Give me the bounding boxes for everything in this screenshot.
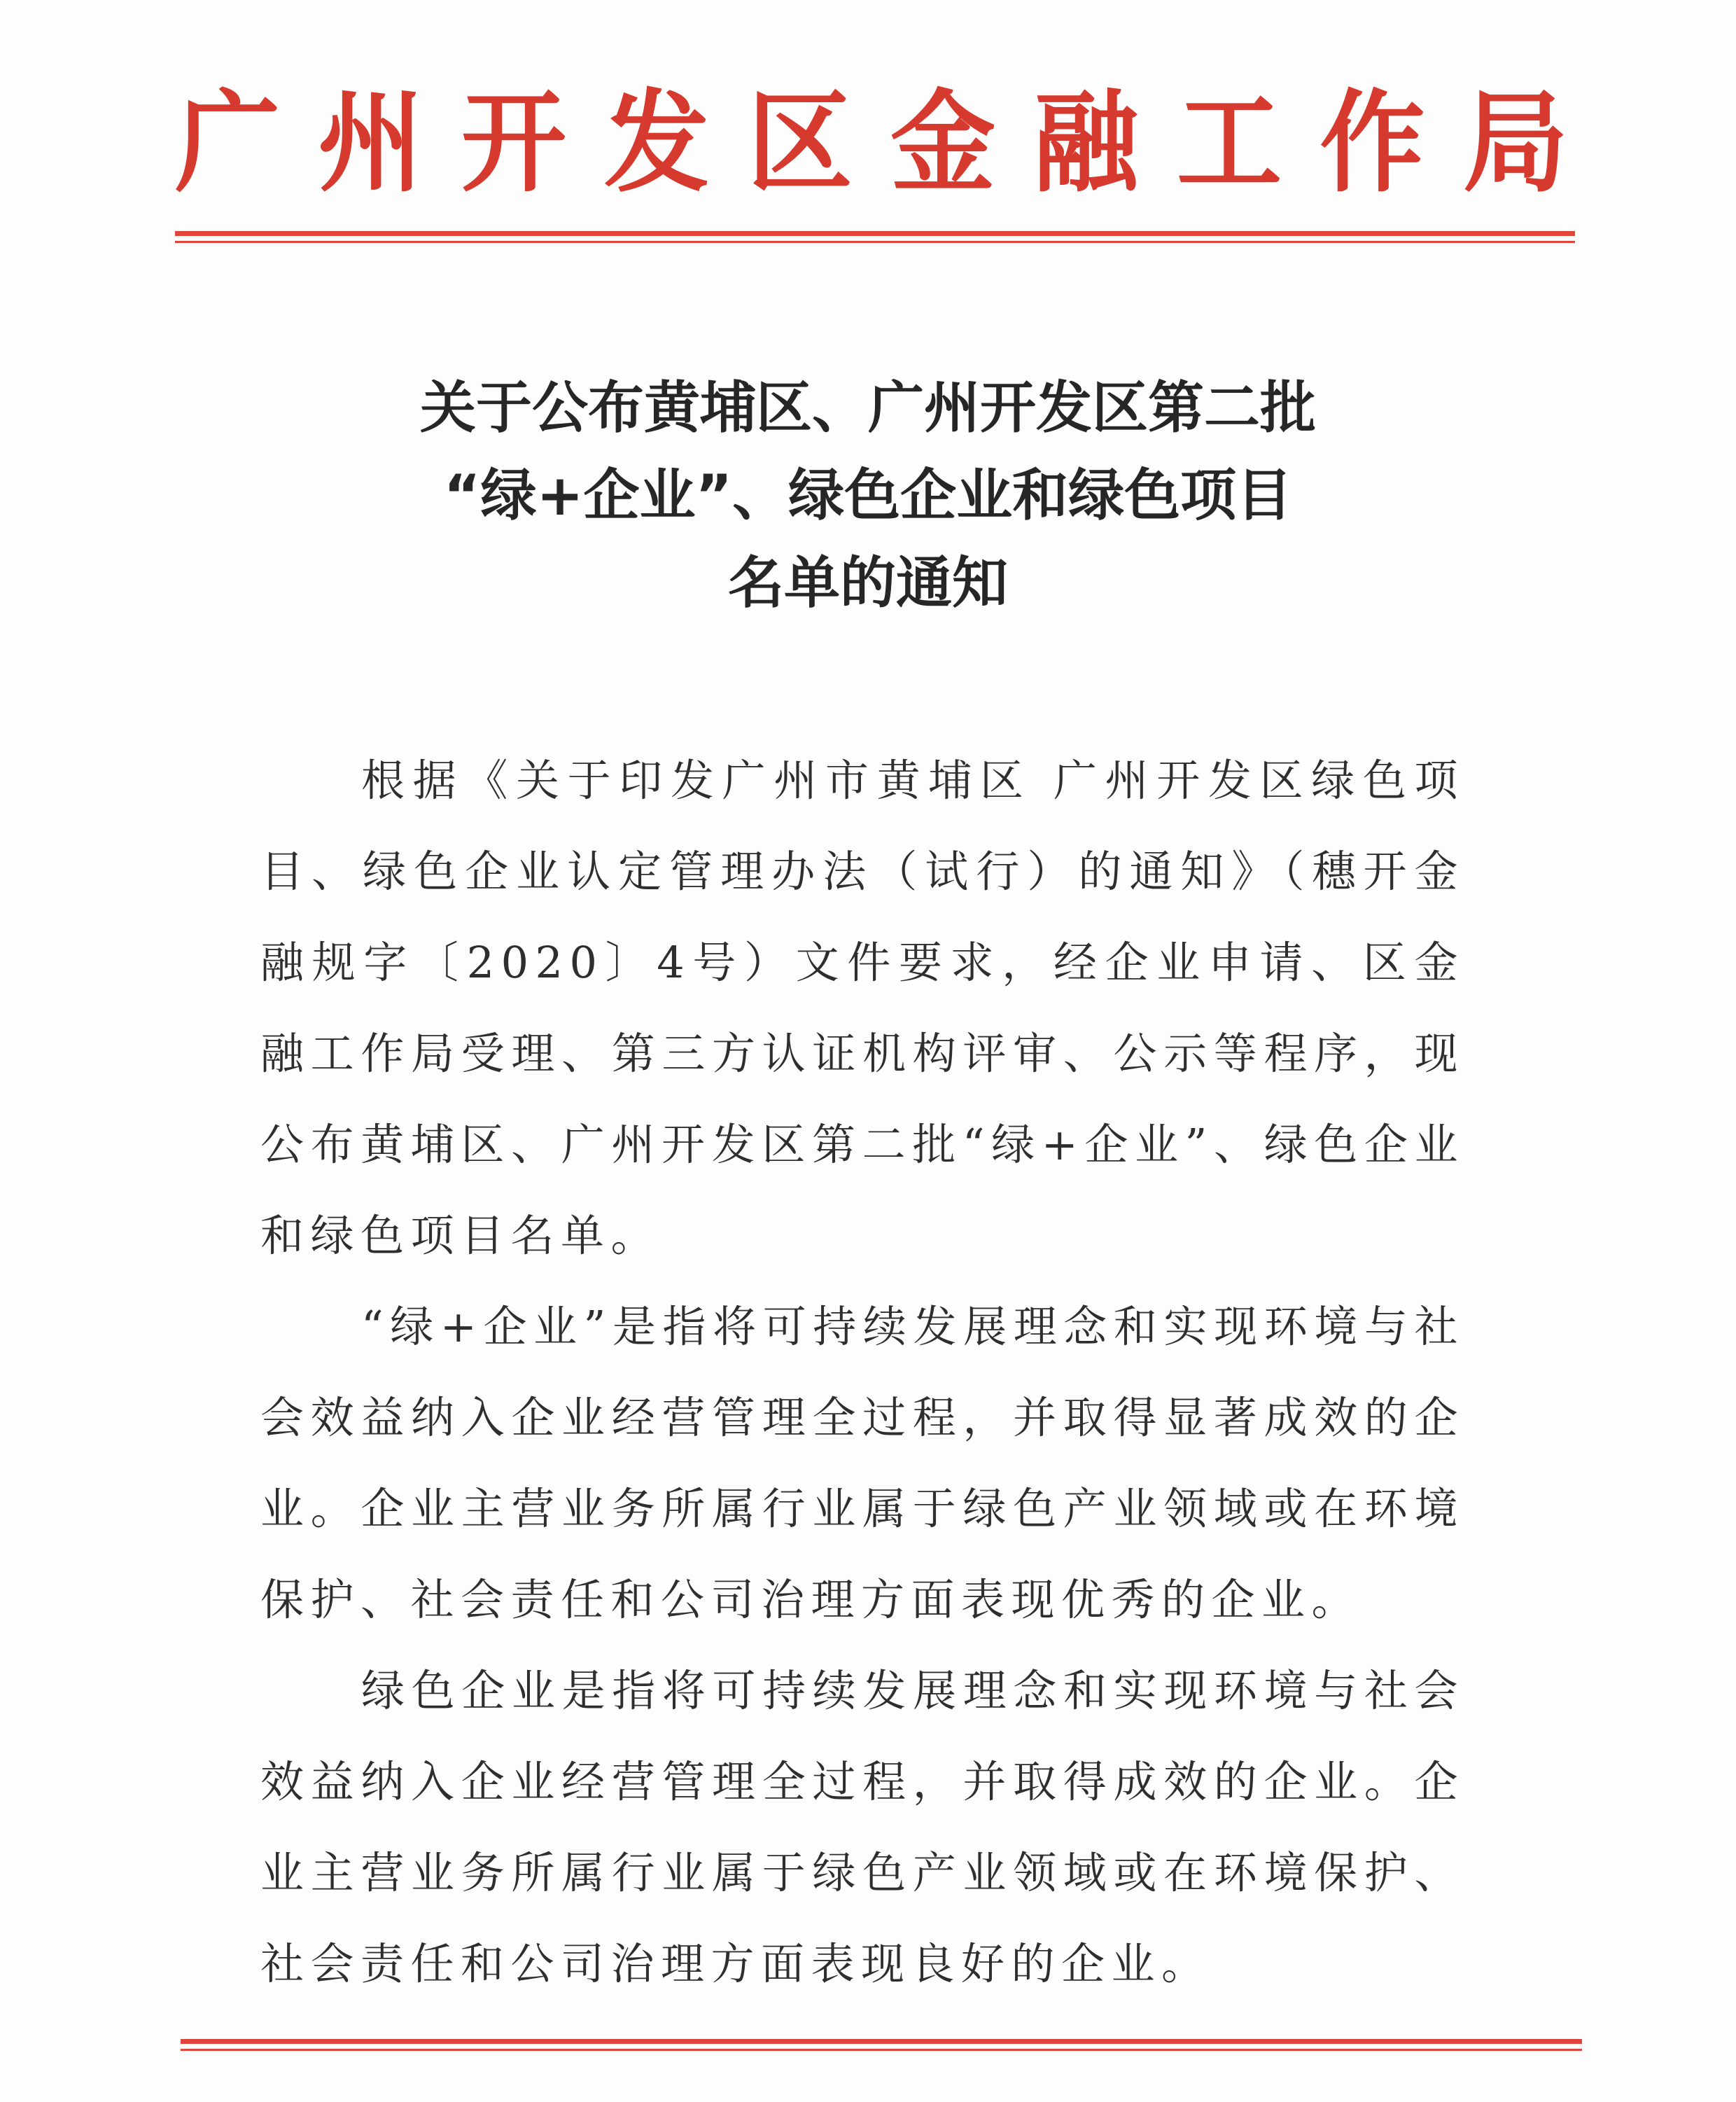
- divider-thin-line: [181, 2049, 1582, 2051]
- document-title: [210, 364, 1526, 627]
- letterhead-char: 局: [1462, 79, 1568, 208]
- body-paragraph-3: 绿色企业是指将可持续发展理念和实现环境与社会效益纳入企业经营管理全过程，并取得成效的企业。企业主营业务所属行业属于绿色产业领域或在环境保护、社会责任和公司治理方面表现良好的企业。: [260, 1665, 1464, 1989]
- title-line-3: 名单的通知: [728, 550, 1008, 615]
- letterhead-char: 广: [175, 79, 281, 208]
- body-paragraph-1: 根据《关于印发广州市黄埔区 广州开发区绿色项目、绿色企业认定管理办法（试行）的通知》（穗开金融规字〔2020〕4号）文件要求，经企业申请、区金融工作局受理、第三方认证机构评审、公示等程序，现公布黄埔区、广州开发区第二批“绿+企业”、绿色企业和绿色项目名单。: [260, 755, 1464, 1261]
- letterhead-char: 开: [461, 79, 566, 208]
- letterhead-char: 区: [747, 79, 853, 208]
- document-body: [260, 735, 1464, 2010]
- title-line-2: “绿+企业”、绿色企业和绿色项目: [443, 463, 1293, 528]
- letterhead-char: 工: [1177, 79, 1282, 208]
- letterhead-char: 州: [318, 79, 424, 208]
- letterhead-org-name: [175, 79, 1568, 208]
- divider-thin-line: [175, 241, 1575, 243]
- divider-thick-line: [181, 2039, 1582, 2044]
- divider-thick-line: [175, 231, 1575, 236]
- letterhead-char: 作: [1320, 79, 1425, 208]
- footer-divider: [181, 2039, 1582, 2051]
- title-line-1: 关于公布黄埔区、广州开发区第二批: [420, 375, 1316, 440]
- letterhead-divider: [175, 231, 1575, 243]
- letterhead-char: 发: [604, 79, 710, 208]
- body-paragraph-2: “绿+企业”是指将可持续发展理念和实现环境与社会效益纳入企业经营管理全过程，并取得显著成效的企业。企业主营业务所属行业属于绿色产业领域或在环境保护、社会责任和公司治理方面表现优秀的企业。: [260, 1301, 1464, 1625]
- letterhead-char: 金: [890, 79, 996, 208]
- letterhead-char: 融: [1033, 79, 1139, 208]
